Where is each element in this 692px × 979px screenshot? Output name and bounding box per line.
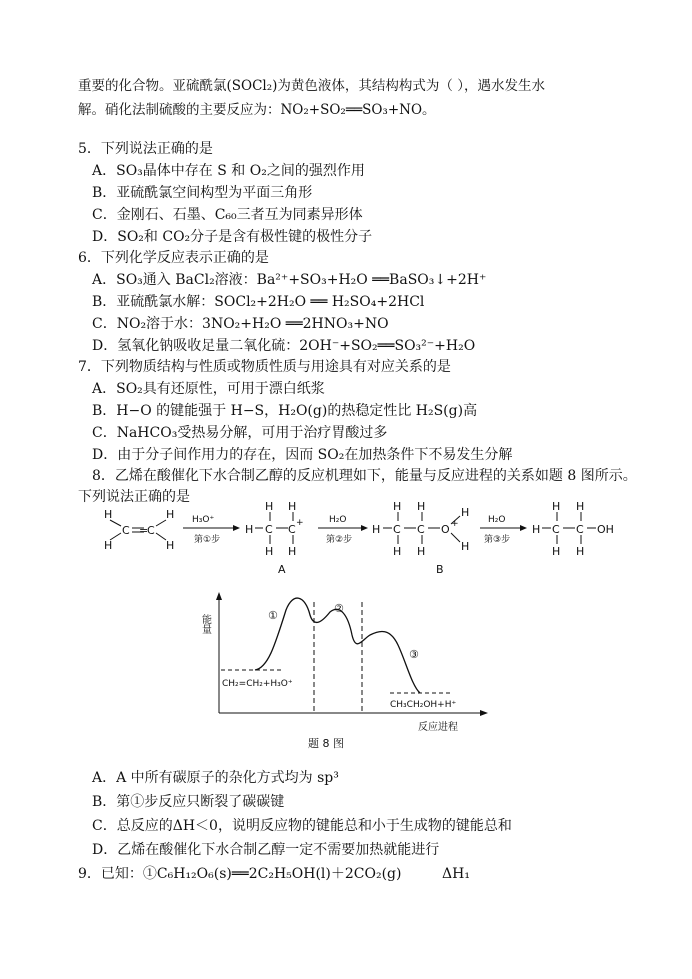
q6-option-c: C．NO₂溶于水：3NO₂+H₂O ══2HNO₃+NO	[92, 316, 389, 332]
q8-option-c: C．总反应的ΔH＜0，说明反应物的键能总和小于生成物的键能总和	[92, 818, 512, 834]
svg-text:H: H	[265, 545, 274, 558]
svg-text:C: C	[417, 523, 425, 536]
svg-text:C: C	[265, 523, 273, 536]
svg-text:C: C	[288, 523, 296, 536]
svg-text:H: H	[245, 523, 254, 536]
svg-text:H: H	[461, 506, 470, 519]
step-label-2: ②	[334, 602, 344, 615]
energy-profile-diagram	[0, 590, 692, 750]
q5-option-d: D．SO₂和 CO₂分子是含有极性键的极性分子	[92, 229, 373, 245]
svg-text:H: H	[104, 539, 113, 552]
svg-text:H: H	[166, 539, 175, 552]
x-axis-label: 反应进程	[418, 722, 458, 733]
q7-option-b: B．H−O 的键能强于 H−S，H₂O(g)的热稳定性比 H₂S(g)高	[92, 403, 478, 419]
q8-stem-line-1: 8．乙烯在酸催化下水合制乙醇的反应机理如下，能量与反应进程的关系如题 8 图所示。	[92, 468, 637, 484]
svg-text:H: H	[166, 508, 175, 521]
q5-option-c: C．金刚石、石墨、C₆₀三者互为同素异形体	[92, 207, 363, 223]
svg-text:C: C	[122, 524, 130, 537]
q5-option-a: A．SO₃晶体中存在 S 和 O₂之间的强烈作用	[92, 163, 365, 179]
svg-text:H: H	[393, 545, 402, 558]
svg-text:O: O	[441, 523, 450, 536]
q7-option-c: C．NaHCO₃受热易分解，可用于治疗胃酸过多	[92, 425, 388, 441]
q5-option-b: B．亚硫酰氯空间构型为平面三角形	[92, 185, 313, 201]
q6-option-d: D．氢氧化钠吸收足量二氧化硫：2OH⁻+SO₂══SO₃²⁻+H₂O	[92, 338, 476, 354]
svg-text:第②步: 第②步	[326, 535, 353, 545]
q9-delta-h1: ΔH₁	[442, 866, 470, 882]
reactants-label: CH₂=CH₂+H₃O⁺	[222, 679, 293, 689]
q7-option-a: A．SO₂具有还原性，可用于漂白纸浆	[92, 381, 325, 397]
y-axis-label: 能量	[199, 614, 211, 634]
svg-text:H₂O: H₂O	[488, 515, 506, 525]
svg-text:H: H	[104, 508, 113, 521]
step-label-3: ③	[409, 648, 419, 661]
q7-stem: 7．下列物质结构与性质或物质性质与用途具有对应关系的是	[78, 359, 451, 375]
q8-stem-line-2: 下列说法正确的是	[78, 489, 190, 505]
reaction-mechanism-diagram	[0, 500, 692, 582]
q9-stem: 9．已知：①C₆H₁₂O₆(s)══2C₂H₅OH(l)＋2CO₂(g)	[78, 866, 402, 882]
svg-text:H: H	[372, 523, 381, 536]
step-label-1: ①	[268, 609, 278, 622]
svg-text:H: H	[288, 500, 297, 513]
svg-text:=: =	[139, 524, 149, 537]
svg-text:H: H	[265, 500, 274, 513]
svg-text:H: H	[552, 500, 561, 513]
svg-text:H: H	[288, 545, 297, 558]
svg-text:H: H	[532, 523, 541, 536]
svg-text:OH: OH	[597, 523, 614, 536]
svg-text:H: H	[576, 500, 585, 513]
svg-text:+: +	[451, 519, 459, 529]
svg-text:第①步: 第①步	[194, 535, 221, 545]
label-b: B	[436, 563, 444, 576]
q8-option-d: D．乙烯在酸催化下水合制乙醇一定不需要加热就能进行	[92, 842, 440, 858]
label-a: A	[278, 563, 286, 576]
svg-text:H: H	[417, 500, 426, 513]
svg-text:第③步: 第③步	[484, 535, 511, 545]
q5-stem: 5．下列说法正确的是	[78, 141, 213, 157]
svg-text:H: H	[552, 545, 561, 558]
svg-text:C: C	[393, 523, 401, 536]
svg-text:C: C	[147, 524, 155, 537]
figure-caption: 题 8 图	[308, 737, 344, 750]
q8-option-a: A．A 中所有碳原子的杂化方式均为 sp³	[92, 770, 339, 786]
q8-option-b: B．第①步反应只断裂了碳碳键	[92, 794, 285, 810]
q6-stem: 6．下列化学反应表示正确的是	[78, 250, 269, 266]
q7-option-d: D．由于分子间作用力的存在，因而 SO₂在加热条件下不易发生分解	[92, 447, 513, 463]
svg-text:C: C	[552, 523, 560, 536]
svg-text:H: H	[576, 545, 585, 558]
svg-text:H₃O⁺: H₃O⁺	[192, 515, 215, 525]
svg-text:H: H	[417, 545, 426, 558]
q6-option-b: B．亚硫酰氯水解：SOCl₂+2H₂O ══ H₂SO₄+2HCl	[92, 294, 425, 310]
svg-text:+: +	[296, 518, 304, 528]
intro-line-2: 解。硝化法制硫酸的主要反应为：NO₂+SO₂══SO₃+NO。	[78, 102, 436, 118]
intro-line-1: 重要的化合物。亚硫酰氯(SOCl₂)为黄色液体，其结构构式为（ ），遇水发生水	[78, 78, 545, 94]
svg-text:H₂O: H₂O	[329, 515, 347, 525]
products-label: CH₃CH₂OH+H⁺	[390, 700, 457, 710]
svg-text:H: H	[393, 500, 402, 513]
svg-text:C: C	[576, 523, 584, 536]
svg-text:H: H	[461, 540, 470, 553]
q6-option-a: A．SO₃通入 BaCl₂溶液：Ba²⁺+SO₃+H₂O ══BaSO₃↓+2H⁺	[92, 272, 487, 288]
